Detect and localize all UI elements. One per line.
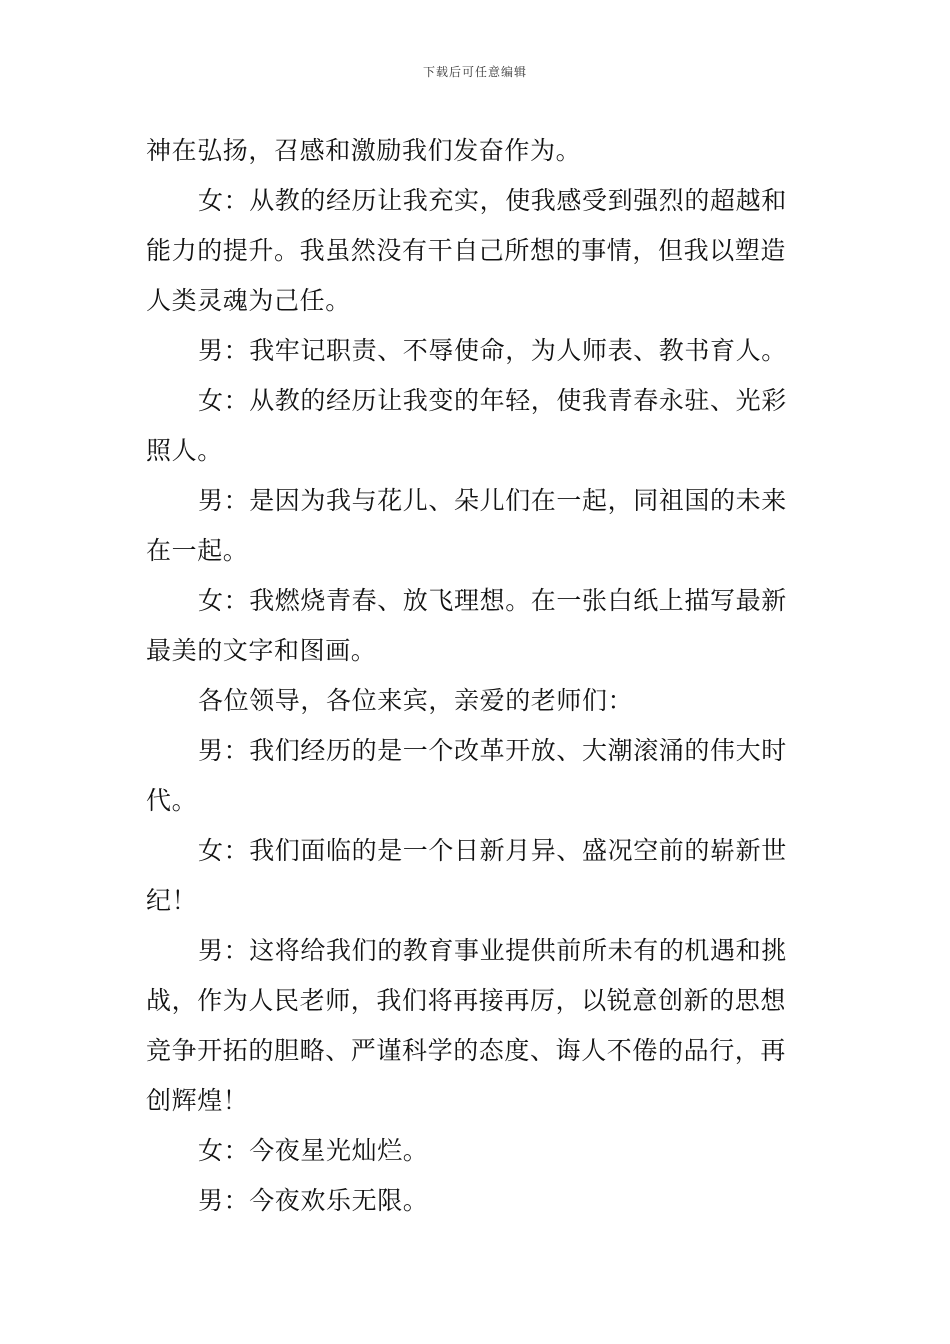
- text-line: 竞争开拓的胆略、严谨科学的态度、诲人不倦的品行，再: [146, 1036, 787, 1065]
- text-line: 女：我们面临的是一个日新月异、盛况空前的崭新世: [198, 836, 787, 865]
- text-line: 男：我们经历的是一个改革开放、大潮滚涌的伟大时: [198, 736, 787, 765]
- text-line: 女：今夜星光灿烂。: [198, 1136, 429, 1165]
- page-header-note: 下载后可任意编辑: [422, 65, 527, 79]
- text-line: 代。: [146, 786, 198, 815]
- document-body: [146, 126, 806, 1226]
- text-line: 女：我燃烧青春、放飞理想。在一张白纸上描写最新: [198, 586, 787, 615]
- text-line: 各位领导，各位来宾，亲爱的老师们：: [198, 686, 634, 715]
- text-line: 照人。: [146, 436, 223, 465]
- text-line: 神在弘扬，召感和激励我们发奋作为。: [146, 136, 582, 165]
- text-line: 男：这将给我们的教育事业提供前所未有的机遇和挑: [198, 936, 787, 965]
- text-line: 最美的文字和图画。: [146, 636, 377, 665]
- text-line: 创辉煌！: [146, 1086, 249, 1115]
- text-line: 在一起。: [146, 536, 249, 565]
- text-line: 男：我牢记职责、不辱使命，为人师表、教书育人。: [198, 336, 787, 365]
- text-line: 纪！: [146, 886, 198, 915]
- text-line: 女：从教的经历让我变的年轻，使我青春永驻、光彩: [198, 386, 787, 415]
- text-line: 女：从教的经历让我充实，使我感受到强烈的超越和: [198, 186, 787, 215]
- text-line: 战，作为人民老师，我们将再接再厉，以锐意创新的思想: [146, 986, 787, 1015]
- text-line: 男：今夜欢乐无限。: [198, 1186, 429, 1215]
- text-line: 人类灵魂为己任。: [146, 286, 351, 315]
- text-line: 能力的提升。我虽然没有干自己所想的事情，但我以塑造: [146, 236, 787, 265]
- text-line: 男：是因为我与花儿、朵儿们在一起，同祖国的未来: [198, 486, 787, 515]
